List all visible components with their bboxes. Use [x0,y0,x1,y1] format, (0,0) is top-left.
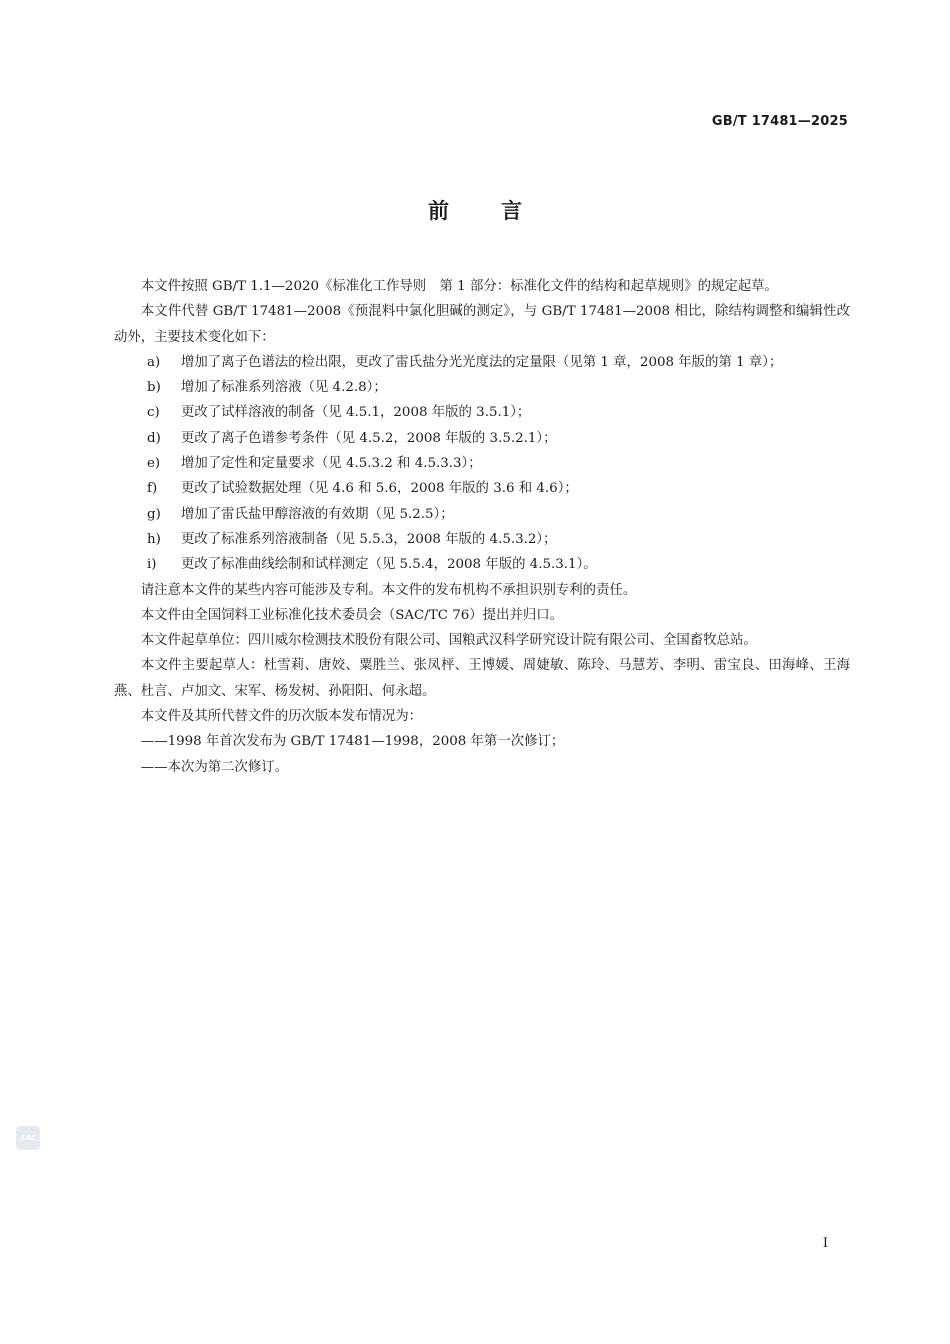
foreword-body [114,274,850,780]
change-item-e [114,451,850,476]
change-item-a [114,350,850,375]
change-item-b [114,375,850,400]
change-marker: h) [147,531,161,547]
change-text: 更改了试样溶液的制备（见 4.5.1，2008 年版的 3.5.1）； [181,405,531,421]
paragraph-replacement: 本文件代替 GB/T 17481—2008《预混料中氯化胆碱的测定》，与 GB/T 17481—2008 相比，除结构调整和编辑性改动外，主要技术变化如下： [114,304,850,345]
paragraph-drafting-rules: 本文件按照 GB/T 1.1—2020《标准化工作导则 第 1 部分：标准化文件的结构和起草规则》的规定起草。 [140,279,778,294]
change-marker: b) [147,380,161,396]
change-marker: f) [147,481,158,497]
change-text: 更改了标准曲线绘制和试样测定（见 5.5.4，2008 年版的 4.5.3.1）。 [181,557,597,573]
page-number: I [822,1236,828,1251]
paragraph-history-intro: 本文件及其所代替文件的历次版本发布情况为： [140,709,422,725]
paragraph-patent-notice: 请注意本文件的某些内容可能涉及专利。本文件的发布机构不承担识别专利的责任。 [140,582,637,598]
paragraph-history-first: ——1998 年首次发布为 GB/T 17481—1998，2008 年第一次修订； [140,734,565,750]
paragraph-history-current: ——本次为第二次修订。 [140,759,289,775]
change-text: 增加了雷氏盐甲醇溶液的有效期（见 5.2.5）； [181,506,454,522]
change-marker: g) [147,506,161,522]
change-text: 更改了试验数据处理（见 4.6 和 5.6，2008 年版的 3.6 和 4.6）； [181,481,578,497]
change-item-c [114,400,850,425]
standard-code: GB/T 17481—2025 [711,114,848,129]
change-marker: c) [147,405,160,421]
change-item-d [114,426,850,451]
page-title: 前言 [428,199,574,223]
change-text: 增加了离子色谱法的检出限，更改了雷氏盐分光光度法的定量限（见第 1 章，2008 年版的第 1 章）； [181,354,783,370]
paragraph-proposer: 本文件由全国饲料工业标准化技术委员会（SAC/TC 76）提出并归口。 [140,607,564,623]
change-marker: a) [147,354,161,370]
change-marker: e) [147,456,161,472]
paragraph-drafters: 本文件主要起草人：杜雪莉、唐姣、粟胜兰、张凤枰、王博媛、周婕敏、陈玲、马慧芳、李明、雷宝良、田海峰、王海燕、杜言、卢加文、宋军、杨发树、孙阳阳、何永超。 [114,658,850,699]
change-item-g [114,502,850,527]
change-text: 更改了离子色谱参考条件（见 4.5.2，2008 年版的 3.5.2.1）； [181,430,557,446]
change-text: 更改了标准系列溶液制备（见 5.5.3，2008 年版的 4.5.3.2）； [181,531,557,547]
change-item-f [114,476,850,501]
sac-watermark-logo: SAC [16,1126,40,1150]
paragraph-drafting-units: 本文件起草单位：四川威尔检测技术股份有限公司、国粮武汉科学研究设计院有限公司、全国畜牧总站。 [140,633,757,649]
change-item-i [114,552,850,577]
change-marker: d) [147,430,161,446]
change-item-h [114,527,850,552]
change-text: 增加了标准系列溶液（见 4.2.8）； [181,380,387,396]
change-marker: i) [147,557,157,573]
change-text: 增加了定性和定量要求（见 4.5.3.2 和 4.5.3.3）； [181,456,482,472]
